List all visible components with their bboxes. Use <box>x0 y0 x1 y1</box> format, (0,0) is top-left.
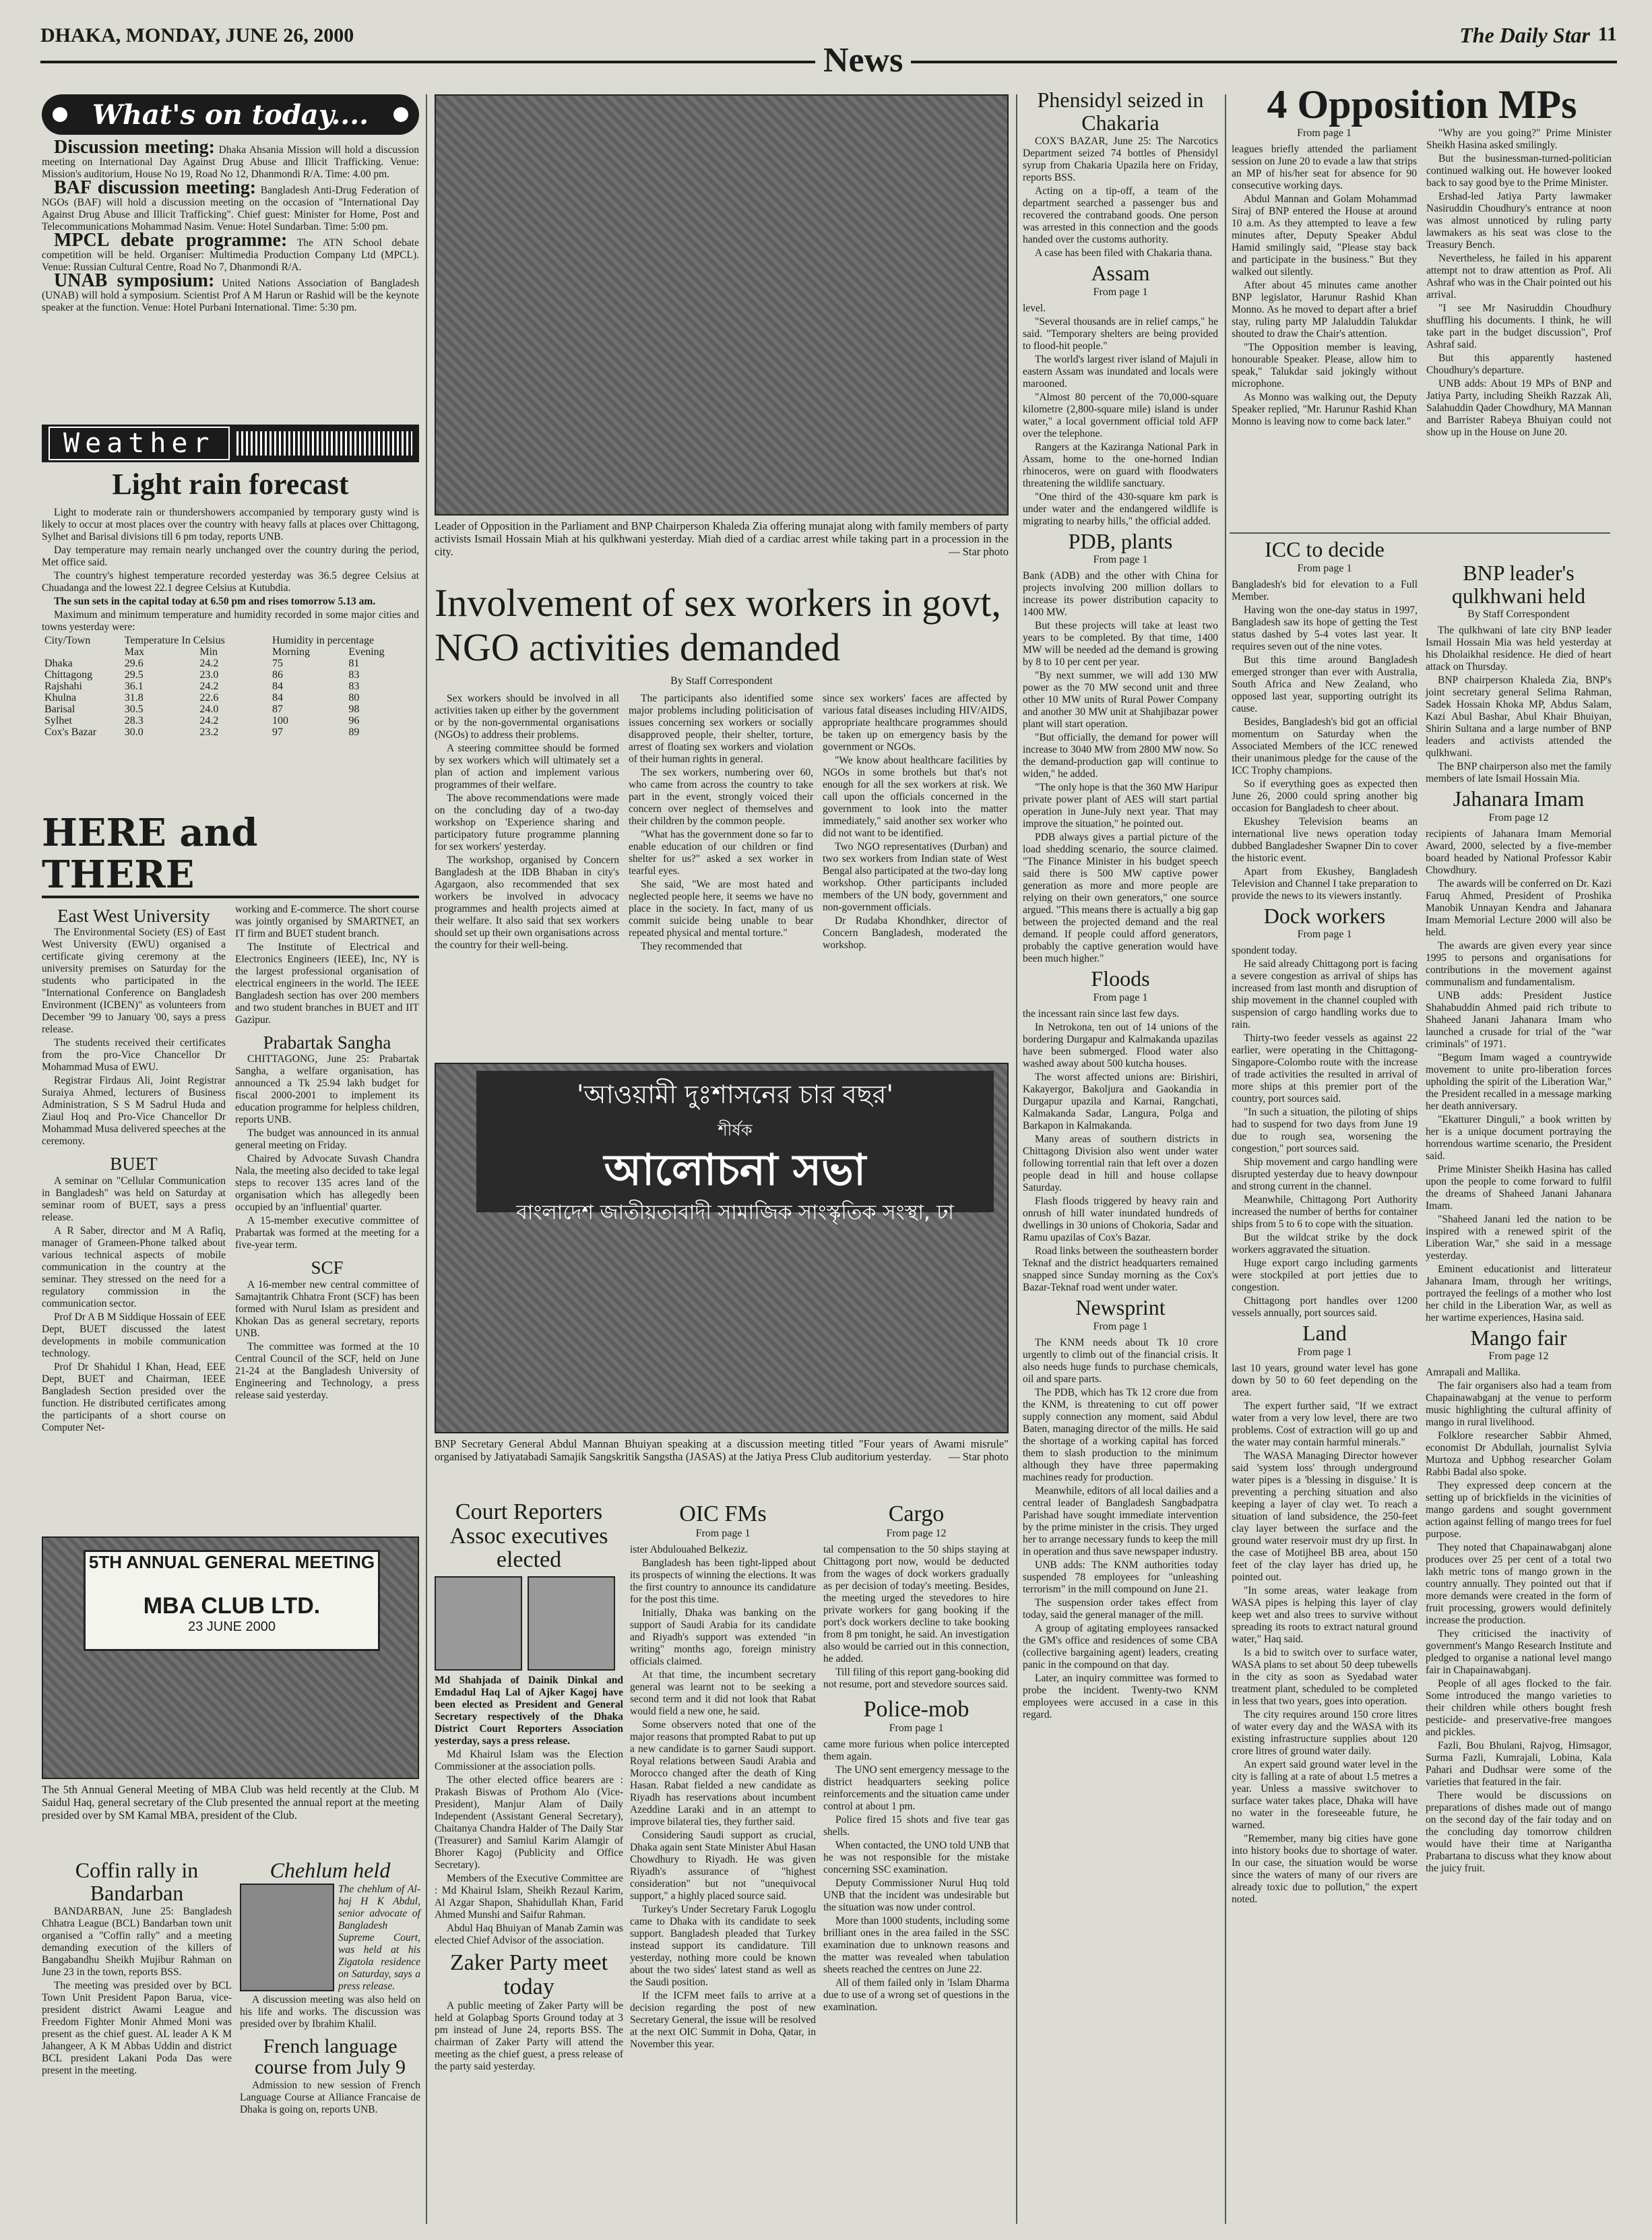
sex-workers-story: Involvement of sex workers in govt, NGO activities demanded By Staff Correspondent Sex workers should be involved in all activities taken up either by the government or by the non-governmental organisations (NGOs) to address their problems. A steering committee should be formed by sex workers which will ultimately set a plan of action and implement various programmes of their welfare. The above recommendations were made on the concluding day of a two-day workshop on 'Experience sharing and participatory future programme planning for sex workers' yesterday. The workshop, organised by Concern Bangladesh at the IDB Bhaban in city's Agargaon, also recommended that sex workers be involved in advocacy programmes and health projects aimed at their welfare. It also said that sex workers should set up their own organisations across the country for their well-being. The participants also identified some major problems including politicisation of issues concerning sex workers or socially disapproved people, their shelter, torture, arrest of floating sex workers and violation of their human rights in general. The sex workers, numbering over 60, who came from across the country to take part in the event, strongly voiced their concern over neglect of themselves and their children by the common people. "What has the government done so far to enable education of our children or find shelter for us?" asked a sex worker in tearful eyes. She said, "We are most hated and neglected people here, it seems we have no place in the society. In fact, many of us commit suicide being unable to bear repeated physical and mental torture." They recommended that since sex workers' faces are affected by various fatal diseases including HIV/AIDS, appropriate healthcare programmes should be taken up on emergency basis by the government or NGOs. "We know about healthcare facilities by NGOs in some brothels but that's not enough for all the sex workers at risk. We call upon the officials concerned in the government to look into the matter immediately," said another sex worker who did not want to be identified. Two NGO representatives (Durban) and two sex workers from Indian state of West Bengal also participated at the two-day long workshop. Other participants included members of the UN body, government and non-government officials. Dr Rudaba Khondhker, director of Concern Bangladesh, moderated the workshop. <box>435 581 1007 952</box>
chehlum-head: Chehlum held <box>269 1858 391 1882</box>
whats-on-box <box>42 94 419 315</box>
icc-head: ICC to decide <box>1265 537 1385 561</box>
row-rule <box>1230 532 1610 534</box>
scf-head: SCF <box>311 1257 344 1278</box>
masthead <box>40 20 1617 80</box>
table-row: Max Min Morning Evening <box>124 646 385 658</box>
col4b-stories: BNP leader's qulkhwani held By Staff Correspondent The qulkhwani of late city BNP leader Ismail Hossain Mia was held yesterday at his Dholaikhal residence. He died of heart attack on Thursday. BNP chairperson Khaleda Zia, BNP's joint secretary general Selima Rahman, Sadek Hossain Khoka MP, Abdus Salam, Kazi Abul Bashar, Abul Khair Bhuiyan, Shirin Sultana and a large number of BNP leaders and activists attended the qulkhwani. The BNP chairperson also met the family members of late Ismail Hossain Mia. Jahanara Imam From page 12 recipients of Jahanara Imam Memorial Award, 2000, selected by a five-member board headed by National Professor Kabir Chowdhury. The awards will be conferred on Dr. Kazi Faruq Ahmed, President of Proshika Manobik Unnayan Kendra and Jahanara Imam Memorial Lecture 2000 will also be held. The awards are given every year since 1995 to persons and organisations for contributions in the movement against communalism and fundamentalism. UNB adds: President Justice Shahabuddin Ahmed paid rich tribute to Shaheed Janani Jahanara Imam who launched a crusade for trial of the "war criminals" of 1971. "Begum Imam waged a countrywide movement to unite pro-liberation forces upholding the spirit of the Liberation War," the President recalled in a message marking her death anniversary. "Ekatturer Dinguli," a book written by her is a unique document portraying the horrendous wartime scenario, the President said. Prime Minister Sheikh Hasina has called upon the people to come forward to fulfil the dreams of Shaheed Janani Jahanara Imam. "Shaheed Janani led the nation to be inspired with a renewed spirit of the Liberation War," she said in a message yesterday. Eminent educationist and litterateur Jahanara Imam, through her writings, portrayed the feelings of a mother who lost her child in the Liberation War, as well as her wartime experiences, Hasina said. Mango fair From page 12 Amrapali and Mallika. The fair organisers also had a team from Chapainawabganj at the venue to perform music highlighting the cultural affinity of mango in rural livelihood. Folklore researcher Sabbir Ahmed, economist Dr Abdullah, journalist Sylvia Murtoza and Upbhog researcher Golam Rabbi Badal also spoke. They expressed deep concern at the setting up of brickfields in the vicinities of mango gardens and sought government action against felling of mango trees for fuel purpose. They noted that Chapainawabganj alone produces over 25 per cent of a total two lakh metric tons of mango grown in the country annually. They pointed out that if more demands were created in the form of fruit processing, growers would definitely increase the production. They criticised the inactivity of government's Mango Research Institute and pledged to organise a national level mango fair in Chapainawabganj. People of all ages flocked to the fair. Some introduced the mango varieties to their children while others bought fresh pesticide- and preservative-free mangoes and pickles. Fazli, Bou Bhulani, Rajvog, Himsagor, Surma Fazli, Kumrajali, Lobina, Kala Pahari and Dudhsar were some of the varieties that featured in the fair. There would be discussions on preparations of dishes made out of mango on the second day of the fair today and on the concluding day tomorrow children would have their time at Narigantha Prabartana to discuss what they know about the juicy fruit. <box>1426 561 1612 1875</box>
photo-credit: — Star photo <box>949 545 1009 558</box>
table-row: Khulna 31.8 22.6 84 80 <box>44 692 360 704</box>
col4a-stories: ICC to decide From page 1 Bangladesh's bid for elevation to a Full Member. Having won the one-day status in 1997, Bangladesh saw its hope of getting the Test status dashed by 5-4 votes last year. It requires seven out of the nine votes. But this time around Bangladesh emerged stronger than ever with Australia, South Africa and New Zealand, who opposed last year, supporting outright its cause. Besides, Bangladesh's bid got an official momentum on Saturday when the Associated Members of the ICC renewed their unanimous pledge for the cause of the ICC Trophy champions. So if everything goes as expected then June 26, 2000 could spring another big occasion for Bangladesh to cheer about. Ekushey Television beams an international live news operation today dubbed Bangladesher Swapner Din to cover the historic event. Apart from Ekushey, Bangladesh Television and Channel I take preparation to provide the news to its viewers instantly. Dock workers From page 1 spondent today. He said already Chittagong port is facing a severe congestion as arrival of ships has increased from last month and disruption of ship movement in the channel coupled with suspension of cargo handling works due to rain. Thirty-two feeder vessels as against 22 earlier, were operating in the Chittagong-Singapore-Colombo route with the increase of trade activities the resulted in arrival of more ships at this premier port of the country, port sources said. "In such a situation, the piloting of ships had to suspend for two days from June 19 due to rough sea, worsening the congestion," port sources said. Ship movement and cargo handling were disrupted yesterday due to heavy downpour and strong current in the channel. Meanwhile, Chittagong Port Authority increased the number of berths for container ships from 5 to 6 to cope with the situation. But the wildcat strike by the dock workers aggravated the situation. Huge export cargo including garments were stockpiled at port jetties due to congestion. Chittagong port handles over 1200 vessels annually, port sources said. Land From page 1 last 10 years, ground water level has gone down by 50 to 60 feet depending on the area. The expert further said, "If we extract water from a very low level, there are two problems. Cost of extraction will go up and the water may contain harmful minerals." The WASA Managing Director however said 'system loss' through underground water pipes is a 'blessing in disguise.' It is preventing a perching situation and also keeping a layer of clay wet. To reach a situation of land subsidence, the 250-feet clay layer between the surface and the ground water reservoir must dry up first. In the case of Motijheel BB area, about 150 feet of the clay layer has dried up, he pointed out. "In some areas, water leakage from WASA pipes is helping this layer of clay keep wet and also trees to survive without spreading its roots to extract natural ground water," Haq said. Is a bid to switch over to surface water, WASA plans to set about 50 deep tubewells in the city as soon as Syedabad water treatment plant, scheduled to be completed in less that two years, goes into operation. The city requires around 150 crore litres of water every day and the WASA with its existing infrastructure supplies about 120 crore litres of ground water daily. An expert said ground water level in the city is falling at a rate of about 1.5 metres a year. Unless a massive switchover to surface water takes place, Dhaka will have no water in the foreseeable future, he warned. "Remember, many big cities have gone into history books due to shortage of water. In our case, the situation would be worse since the waters of many of our rivers are already toxic due to pollution," the expert noted. <box>1232 537 1418 1905</box>
table-row: Rajshahi 36.1 24.2 84 83 <box>44 681 360 693</box>
phensidyl-head: Phensidyl seized in Chakaria <box>1037 88 1204 135</box>
event-item: Discussion meeting: Dhaka Ahsania Mission will hold a discussion meeting on International Day Against Drug Abuse and Illicit Trafficking. Venue: Mission's auditorium, House No 19, Road No 12, Dhanmondi R/A. Time: 4.00 pm. <box>42 137 419 180</box>
police-head: Police-mob <box>863 1696 970 1722</box>
section-title: News <box>815 46 911 75</box>
land-head: Land <box>1302 1321 1347 1346</box>
portrait-photo <box>435 1576 522 1671</box>
mba-photo <box>42 1536 419 1779</box>
events-list <box>42 137 420 314</box>
mba-caption: The 5th Annual General Meeting of MBA Club was held recently at the Club. M Saidul Haq, general secretary of the Club presented the annual report at the meeting presided over by SM Kamal MBA, president of the Club. <box>42 1783 419 1822</box>
oic-story: OIC FMs From page 1 ister Abdulouahed Belkeziz. Bangladesh has been tight-lipped about its prospects of winning the elections. It was the first country to announce its candidature for the post this time. Initially, Dhaka was banking on the support of Saudi Arabia for its candidate and Riyadh's support was extended "in writing" months ago, foreign ministry officials claimed. At that time, the incumbent secretary general was learnt not to be seeking a second term and it did not look that Rabat would field a new one, he said. Some observers noted that one of the major reasons that prompted Rabat to put up a new candidate is to garner Saudi support. Royal relations between Saudi Arabia and Morocco changed after the death of King Hasan. Rabat fielded a new candidate as Riyadh has reservations about incumbent Azeddine Laraki and in an attempt to improve bilateral ties, they further said. Considering Saudi support as crucial, Dhaka again sent State Minister Abul Hasan Chowdhury to Riyadh. He was given Riyadh's assurance of "highest consideration" but not "unequivocal support," a highly placed source said. Turkey's Under Secretary Faruk Logoglu came to Dhaka with its candidate to seek support. Bangladesh pleaded that Turkey instead support its candidature. Till yesterday, nothing more could be known about the two sides' latest stand as well as the Saudi position. If the ICFM meet fails to arrive at a decision regarding the post of new Secretary General, the issue will be resolved at the next OIC Summit in Doha, Qatar, in November this year. <box>630 1501 816 2050</box>
coffin-rally-story: Coffin rally in Bandarban BANDARBAN, June 25: Bangladesh Chhatra League (BCL) Bandarban town unit organised a "Coffin rally" and a meeting demanding execution of the killers of Bangabandhu Sheikh Mujibur Rahman on June 23 in the town, reports BSS. The meeting was presided over by BCL Town Unit President Papon Barua, vice-president district Awami League and Freedom Fighter Monir Ahmed Moni was present as the chief guest. AL leader A K M Jahangeer, A K M Abbas Uddin and district BCL president Lakani Poda Das were present in the meeting. <box>42 1858 232 2077</box>
weather-box-label: Weather <box>49 427 230 460</box>
bullet-icon <box>393 107 408 122</box>
photo-jasas-block <box>435 1063 1009 1463</box>
zaker-head: Zaker Party meet today <box>449 1950 608 1999</box>
table-row: City/Town Temperature In Celsius Humidity in percentage <box>44 635 375 647</box>
byline: By Staff Correspondent <box>670 675 773 687</box>
table-row: Chittagong 29.5 23.0 86 83 <box>44 669 360 681</box>
bnp-leader-head: BNP leader's qulkhwani held <box>1451 561 1586 608</box>
jasas-photo <box>435 1063 1009 1433</box>
jahanara-head: Jahanara Imam <box>1453 786 1585 811</box>
weather-text: Light to moderate rain or thundershowers accompanied by temporary gusty wind is likely to occur at most places over the country with heavy falls at places over Chittagong, Sylhet and Barisal divisions till 6 pm today, reports UNB. Day temperature may remain nearly unchanged over the country during the period, Met office said. The country's highest temperature recorded yesterday was 36.5 degree Celsius at Chuadanga and the lowest 22.1 degree Celsius at Kutubdia. The sun sets in the capital today at 6.50 pm and rises tomorrow 5.13 am. Maximum and minimum temperature and humidity recorded in some major cities and towns yesterday were: <box>42 507 419 633</box>
sex-workers-headline: Involvement of sex workers in govt, NGO activities demanded <box>435 581 1001 669</box>
column-rule <box>1016 94 1017 2224</box>
photo-munajat-block <box>435 94 1009 558</box>
portrait-photo <box>528 1576 615 1671</box>
opposition-headline: 4 Opposition MPs <box>1267 82 1577 127</box>
oic-head: OIC FMs <box>679 1501 767 1526</box>
whats-on-title: What's on today.... <box>92 98 369 131</box>
column-rule <box>426 94 427 2224</box>
court-head: Court Reporters Assoc executives elected <box>449 1499 608 1573</box>
weather-pattern <box>236 431 412 456</box>
coffin-head: Coffin rally in Bandarban <box>75 1858 199 1905</box>
page-number: 11 <box>1597 23 1617 45</box>
table-row: Sylhet 28.3 24.2 100 96 <box>44 715 360 727</box>
event-item: MPCL debate programme: The ATN School debate competition will be held. Organiser: Multimedia Production Company Ltd (MPCL). Venue: Russian Cultural Centre, Road No 7, Dhanmondi R/A. <box>42 230 419 273</box>
photo-credit: — Star photo <box>949 1450 1009 1463</box>
here-there-title: HERE and THERE <box>42 812 419 898</box>
munajat-photo <box>435 94 1009 516</box>
bullet-icon <box>53 107 67 122</box>
issue-date: DHAKA, MONDAY, JUNE 26, 2000 <box>40 24 354 46</box>
chehlum-story: Chehlum held The chehlum of Al-haj H K Abdul, senior advocate of Bangladesh Supreme Court, was held at his Zigatola residence on Saturday, says a press release. A discussion meeting was also held on his life and works. The discussion was presided over by Ibrahim Khalil. French language course from July 9 Admission to new session of French Language Course at Alliance Francaise de Dhaka is going on, reports UNB. <box>240 1858 420 2115</box>
pdb-head: PDB, plants <box>1068 528 1173 553</box>
weather-title: Light rain forecast <box>112 468 349 501</box>
ewu-head: East West University <box>57 906 210 926</box>
brand-logo: The Daily Star <box>1459 23 1590 47</box>
portrait-photo <box>240 1884 334 1991</box>
mba-photo-block <box>42 1536 419 1822</box>
table-row: Cox's Bazar 30.0 23.2 97 89 <box>44 726 360 739</box>
french-head: French language course from July 9 <box>254 2034 406 2079</box>
event-item: BAF discussion meeting: Bangladesh Anti-Drug Federation of NGOs (BAF) will hold a discussion meeting on the occasion of "International Day Against Drug Abuse and Illicit Trafficking". Chief guest: Minister for Home, Post and Telecommunications Mohammad Nasim. Venue: Hotel Sundarban. Time: 5:00 pm. <box>42 177 419 232</box>
buet-head: BUET <box>110 1154 158 1175</box>
newsprint-head: Newsprint <box>1075 1295 1166 1319</box>
dock-head: Dock workers <box>1263 903 1386 928</box>
mba-banner: 5TH ANNUAL GENERAL MEETING MBA CLUB LTD. 23 JUNE 2000 <box>84 1550 380 1651</box>
table-row: Barisal 30.5 24.0 87 98 <box>44 704 360 716</box>
event-item: UNAB symposium: United Nations Association of Bangladesh (UNAB) will hold a symposium. Scientist Prof A M Harun or Rashid will be the keynote speaker at the function. Venue: Hotel Purbani International. Time: 5:30 pm. <box>42 270 420 313</box>
table-row: Dhaka 29.6 24.2 75 81 <box>44 658 360 670</box>
mango-head: Mango fair <box>1470 1325 1567 1350</box>
jasas-caption: BNP Secretary General Abdul Mannan Bhuiyan speaking at a discussion meeting titled "Four years of Awami misrule" organised by Jatiyatabadi Samajik Sangskritik Sangstha (JASAS) at the Jatiya Press Club auditorium yesterday. <box>435 1437 1009 1463</box>
munajat-caption: Leader of Opposition in the Parliament and BNP Chairperson Khaleda Zia offering munajat along with family members of party activists Ismail Hossain Miah at his qulkhwani yesterday. Miah died of a cardiac arrest while taking part in a procession in the city. <box>435 520 1009 558</box>
weather-table <box>42 635 419 738</box>
cargo-story: Cargo From page 12 tal compensation to the 50 ships staying at Chittagong port now, would be deducted from the wages of dock workers gradually as per decision of today's meeting. Besides, the meeting urged the stevedores to hire private workers for gang booking if the port's dock workers decline to take booking from 8 pm tonight, he said. An investigation also would be carried out in this connection, he added. Till filing of this report gang-booking did not resume, port and stevedore sources said. Police-mob From page 1 came more furious when police intercepted them again. The UNO sent emergency message to the district headquarters seeking police reinforcements and the situation came under control at about 1 pm. Police fired 15 shots and five tear gas shells. When contacted, the UNO told UNB that he was not responsible for the mistake concerning SSC examination. Deputy Commissioner Nurul Huq told UNB that the incident was undesirable but the situation was now under control. More than 1000 students, including some brilliant ones in the area failed in the SSC examination due to unknown reasons and the matter was revealed when tabulation sheets reached the centres on June 22. All of them failed only in 'Islam Dharma due to use of a wrong set of questions in the examination. <box>823 1501 1009 2014</box>
here-there-section: HERE and THERE East West University The Environmental Society (ES) of East West University (EWU) organised a certificate giving ceremony at the university premises on Saturday for the students who participated in the "International Conference on Bangladesh Environment (ICBEN)" as volunteers from December '99 to January '00, says a press release. The students received their certificates from the pro-Vice Chancellor Dr Mohammad Musa of EWU. Registrar Firdaus Ali, Joint Registrar Suraiya Ahmed, lecturers of Business Administration, S S M Sadrul Huda and Ziaul Hoq and Pro-Vice Chancellor Dr Mohammad Musa delivered speeches at the ceremony. BUET A seminar on "Cellular Communication in Bangladesh" was held on Saturday at seminar room of BUET, says a press release. A R Saber, director and M A Rafiq, manager of Grameen-Phone talked about various technical aspects of mobile communication in the country at the seminar. They stressed on the need for a regulatory commission in the communication sector. Prof Dr A B M Siddique Hossain of EEE Dept, BUET discussed the latest developments in mobile communication technology. Prof Dr Shahidul I Khan, Head, EEE Dept, BUET and Chairman, IEEE Bangladesh Section presided over the function. He distributed certificates among the participants of a short course on Computer Net- working and E-commerce. The short course was jointly organised by SMARTNET, an IT firm and BUET student branch. The Institute of Electrical and Electronics Engineers (IEEE), Inc, NY is the largest professional organisation of electrical engineers in the world. The IEEE Bangladesh section has over 200 members and two student branches in BUET and IIT Gazipur. Prabartak Sangha CHITTAGONG, June 25: Prabartak Sangha, a welfare organisation, has announced a Tk 25.94 lakh budget for fiscal 2000-2001 to implement its education programme for helpless children, reports UNB. The budget was announced in its annual general meeting on Friday. Chaired by Advocate Suvash Chandra Nala, the meeting also decided to take legal steps to recover 135 acres land of the organisation which has allegedly been occupied by an 'influential' quarter. A 15-member executive committee of Prabartak was formed at the meeting for a five-year term. SCF A 16-member new central committee of Samajtantrik Chhatra Front (SCF) has been formed with Nurul Islam as president and Khokan Das as general secretary, reports UNB. The committee was formed at the 10 Central Council of the SCF, held on June 21-24 at the Bangladesh University of Engineering and Technology, a press release said yesterday. <box>42 811 419 1433</box>
weather-section <box>42 425 419 738</box>
cargo-head: Cargo <box>888 1501 945 1526</box>
court-reporters-story: Court Reporters Assoc executives elected Md Shahjada of Dainik Dinkal and Emdadul Haq Lal of Ajker Kagoj have been elected as President and General Secretary respectively of the Dhaka District Court Reporters Association yesterday, says a press release. Md Khairul Islam was the Election Commissioner at the association polls. The other elected office bearers are : Prakash Biswas of Prothom Alo (Vice-President), Manjur Alam of Daily Independent (Assistant General Secretary), Chaitanya Chandra Halder of The Daily Star (Treasurer) and Samiul Karim Alamgir of Bhorer Kagoj (Publicity and Office Secretary). Members of the Executive Committee are : Md Khairul Islam, Sheikh Rezaul Karim, Al Azgar Shapon, Shahidullah Khan, Farid Ahmed Munshi and Saifur Rahman. Abdul Haq Bhuiyan of Manab Zamin was elected Chief Advisor of the association. Zaker Party meet today A public meeting of Zaker Party will be held at Golapbag Sports Ground today at 3 pm instead of June 24, reports BSS. The chairman of Zaker Party will attend the meeting as the chief guest, a press release of the party said yesterday. <box>435 1499 623 2073</box>
bengali-banner: 'আওয়ামী দুঃশাসনের চার বছর' শীর্ষক আলোচনা সভা বাংলাদেশ জাতীয়তাবাদী সামাজিক সাংস্কৃতিক সংস্থা, ঢা <box>476 1071 994 1212</box>
opposition-story: 4 Opposition MPs From page 1 leagues briefly attended the parliament session on June 20 to evade a law that strips an MP of his/her seat for absence for 90 consecutive working days. Abdul Mannan and Golam Mohammad Siraj of BNP entered the House at around 10 a.m. As they attempted to leave a few minutes after, Deputy Speaker Abdul Hamid smilingly said, "Please stay back and participate in the business." But they walked out silently. After about 45 minutes came another BNP legislator, Harunur Rashid Khan Monno. As he moved to depart after a brief stay, ruling party MP Jalaluddin Talukdar shouted to draw the Chair's attention. "The Opposition member is leaving, honourable Speaker. Please, allow him to speak," Talukdar said jokingly without microphone. As Monno was walking out, the Deputy Speaker replied, "Mr. Harunur Rashid Khan Monno is leaving now to come back later." "Why are you going?" Prime Minister Sheikh Hasina asked smilingly. But the businessman-turned-politician continued walking out. He however looked back to say good bye to the Prime Minister. Ershad-led Jatiya Party lawmaker Nasiruddin Choudhury's entrance at noon was almost unnoticed by ruling party lawmakers as his seat was close to the Treasury Bench. Nevertheless, he failed in his apparent attempt not to draw attention as Prof. Ali Ashraf who was in the Chair pointed out his arrival. "I see Mr Nasiruddin Choudhury shuffling his documents. I think, he will take part in the budget discussion", Prof Ashraf said. But this apparently hastened Choudhury's departure. UNB adds: About 19 MPs of BNP and Jatiya Party, including Sheikh Razzak Ali, Salahuddin Qader Chowdhury, MA Mannan and Barrister Rabeya Bhuiyan could not show up in the House on June 20. <box>1232 82 1612 438</box>
column-rule <box>1225 94 1226 2224</box>
prabartak-head: Prabartak Sangha <box>263 1032 391 1053</box>
col3-stories: Phensidyl seized in Chakaria COX'S BAZAR, June 25: The Narcotics Department seized 74 bottles of Phensidyl syrup from Chakaria Upazila here on Friday, reports BSS. Acting on a tip-off, a team of the department searched a passenger bus and recovered the contraband goods. One person was arrested in this connection and the goods handed over the customs authority. A case has been filed with Chakaria thana. Assam From page 1 level. "Several thousands are in relief camps," he said. "Temporary shelters are being provided to flood-hit people." The world's largest river island of Majuli in eastern Assam was inundated and locals were marooned. "Almost 80 percent of the 70,000-square kilometre (2,800-square mile) island is under water," a local government official told AFP over the telephone. Rangers at the Kaziranga National Park in Assam, home to the one-horned Indian rhinoceros, were on guard with floodwaters threatening the wildlife sanctuary. "One third of the 430-square km park is under water and the endangered wildlife is migrating to nearby hills," the official added. PDB, plants From page 1 Bank (ADB) and the other with China for projects involving 200 million dollars to increase its power distribution capacity to 1400 MW. But these projects will take at least two years to be completed. By that time, 1400 MW will be needed ad the demand is growing by 8 to 10 per cent per year. "By next summer, we will add 130 MW power as the 70 MW second unit and three other 10 MW units of Rural Power Company and another 30 MW unit at Shahjibazar power plant will start operation. "But officially, the demand for power will increase to 3040 MW from 2800 MW now. So the demand-production gap will continue to widen," he added. "The only hope is that the 360 MW Haripur private power plant of AES will start partial operation in June-July next year. That may improve the situation," he pointed out. PDB always gives a partial picture of the load shedding scenario, the source claimed. "The Finance Minister in his budget speech said there is 500 MW captive power generation as more and more people are relying on their own generators," one source argued. "This means there is actually a big gap between the projected demand and the real demand. If people could afford generators, probably the captive generation would have been much higher." Floods From page 1 the incessant rain since last few days. In Netrokona, ten out of 14 unions of the bordering Durgapur and Kalmakanda upazilas have been submerged. Flood water also washed away about 500 kutcha houses. The worst affected unions are: Birishiri, Kakayergor, Bakoljura and Gaokandia in Durgapur upazila and Karnai, Rangchati, Kalmakanda Sadar, Langura, Polga and Barkapon in Kalmakanda. Many areas of southern districts in Chittagong Division also went under water following torrential rain that left over a dozen people dead in hill and house collapse Saturday. Flash floods triggered by heavy rain and onrush of hill water inundated hundreds of dwellings in 30 unions of Chokoria, Sadar and Ramu upazilas of Cox's Bazar. Road links between the southeastern border Teknaf and the district headquarters remained snapped since Sunday morning as the Cox's Bazar-Teknaf road went under water. Newsprint From page 1 The KNM needs about Tk 10 crore urgently to climb out of the financial crisis. It also needs huge funds to purchase chemicals, oil and spare parts. The PDB, which has Tk 12 crore due from the KNM, is threatening to cut off power supply connection any moment, said Abdul Baten, managing director of the mills. He said the shortage of a working capital has forced them to slash production to the minimum although they have three papermaking machines ready for production. Meanwhile, editors of all local dailies and a central leader of Bangladesh Sangbadpatra Parishad have sought immediate intervention by the prime minister in the crisis. They urged her to arrange necessary funds to keep the mill in operation and thus save newspaper industry. UNB adds: The KNM authorities today suspended 78 employees for "unleashing terrorism" in the mill compound on June 21. The suspension order takes effect from today, said the general manager of the mill. A group of agitating employees ransacked the GM's office and residences of some CBA (collective bargaining agent) leaders, creating panic in the compound on that day. Later, an inquiry committee was formed to probe the incident. Twenty-two KNM employees were accused in a case in this regard. <box>1023 88 1218 1720</box>
assam-head: Assam <box>1091 261 1150 286</box>
floods-head: Floods <box>1091 966 1150 991</box>
